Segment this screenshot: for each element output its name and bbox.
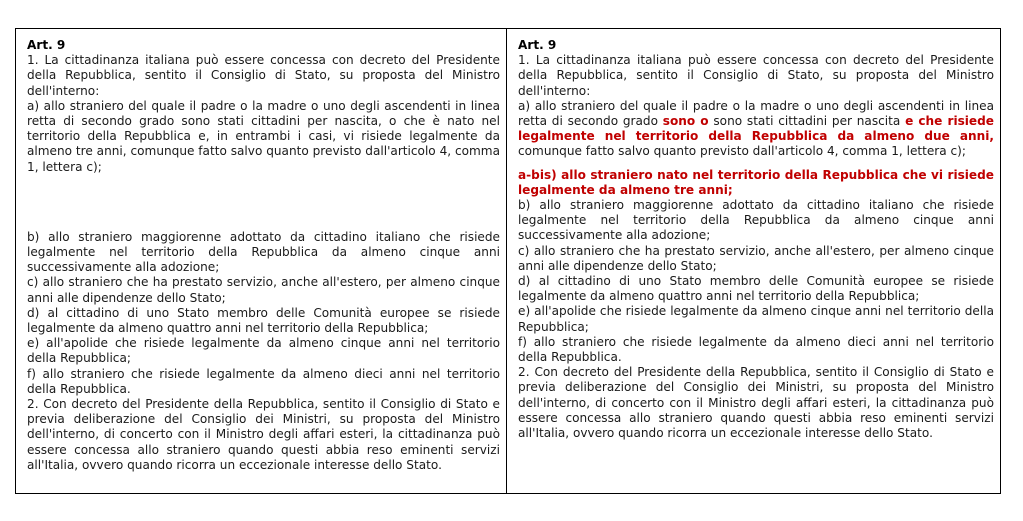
paragraph-2: 2. Con decreto del Presidente della Repubblica, sentito il Consiglio di Stato e previa deliberazione del Consiglio dei Ministri, su proposta del Ministro dell'interno, di concerto con il Ministro degli affari esteri, la cittadinanza può essere concessa allo straniero quando questi abbia reso eminenti servizi all'Italia, ovvero quando ricorra un eccezionale interesse dello Stato.: [518, 365, 994, 441]
amended-text-column: [507, 29, 1000, 493]
spacer: [518, 160, 994, 168]
article-title: Art. 9: [518, 38, 557, 52]
spacer: [27, 175, 500, 230]
item-a-text: a) allo straniero del quale il padre o la madre o uno degli ascendenti in linea retta di secondo grado: [518, 98, 994, 129]
paragraph-2: 2. Con decreto del Presidente della Repubblica, sentito il Consiglio di Stato e previa deliberazione del Consiglio dei Ministri, su proposta del Ministro dell'interno, di concerto con il Ministro degli affari esteri, la cittadinanza può essere concessa allo straniero quando questi abbia reso eminenti servizi all'Italia, ovvero quando ricorra un eccezionale interesse dello Stato.: [27, 397, 500, 472]
item-c: c) allo straniero che ha prestato servizio, anche all'estero, per almeno cinque anni alle dipendenze dello Stato;: [27, 275, 500, 305]
comparison-table: [15, 28, 1001, 494]
item-a: a) allo straniero del quale il padre o la madre o uno degli ascendenti in linea retta di secondo grado sono stati cittadini per nascita, o che è nato nel territorio della Repubblica e, in entrambi i casi, vi risiede legalmente da almeno tre anni, comunque fatto salvo quanto previsto dall'articolo 4, comma 1, lettera c);: [27, 98, 500, 174]
amendment-highlight: sono o: [662, 114, 709, 129]
article-title: Art. 9: [27, 38, 66, 52]
paragraph-1: 1. La cittadinanza italiana può essere concessa con decreto del Presidente della Repubblica, sentito il Consiglio di Stato, su proposta del Ministro dell'interno:: [27, 53, 500, 98]
item-a-text: comunque fatto salvo quanto previsto dall'articolo 4, comma 1, lettera c);: [518, 144, 966, 159]
paragraph-1: 1. La cittadinanza italiana può essere concessa con decreto del Presidente della Repubblica, sentito il Consiglio di Stato, su proposta del Ministro dell'interno:: [518, 53, 994, 98]
item-d: d) al cittadino di uno Stato membro delle Comunità europee se risiede legalmente da almeno quattro anni nel territorio della Repubblica;: [518, 274, 994, 304]
item-a-text: sono stati cittadini per nascita: [708, 114, 906, 129]
item-a: [518, 99, 994, 160]
amendment-highlight: e che risiede legalmente nel territorio della Repubblica da almeno due anni,: [518, 114, 994, 144]
item-e: e) all'apolide che risiede legalmente da almeno cinque anni nel territorio della Repubblica;: [518, 304, 994, 334]
item-b: b) allo straniero maggiorenne adottato da cittadino italiano che risiede legalmente nel territorio della Repubblica da almeno cinque anni successivamente alla adozione;: [518, 198, 994, 243]
item-e: e) all'apolide che risiede legalmente da almeno cinque anni nel territorio della Repubblica;: [27, 336, 500, 366]
original-text-column: [16, 29, 507, 493]
item-f: f) allo straniero che risiede legalmente da almeno dieci anni nel territorio della Repubblica.: [518, 334, 994, 365]
item-c: c) allo straniero che ha prestato servizio, anche all'estero, per almeno cinque anni alle dipendenze dello Stato;: [518, 243, 994, 273]
item-d: d) al cittadino di uno Stato membro delle Comunità europee se risiede legalmente da almeno quattro anni nel territorio della Repubblica;: [27, 305, 500, 336]
item-b: b) allo straniero maggiorenne adottato da cittadino italiano che risiede legalmente nel territorio della Repubblica da almeno cinque anni successivamente alla adozione;: [27, 229, 500, 275]
item-a-bis: a-bis) allo straniero nato nel territorio della Repubblica che vi risiede legalmente da almeno tre anni;: [518, 167, 994, 197]
item-f: f) allo straniero che risiede legalmente da almeno dieci anni nel territorio della Repubblica.: [27, 366, 500, 396]
